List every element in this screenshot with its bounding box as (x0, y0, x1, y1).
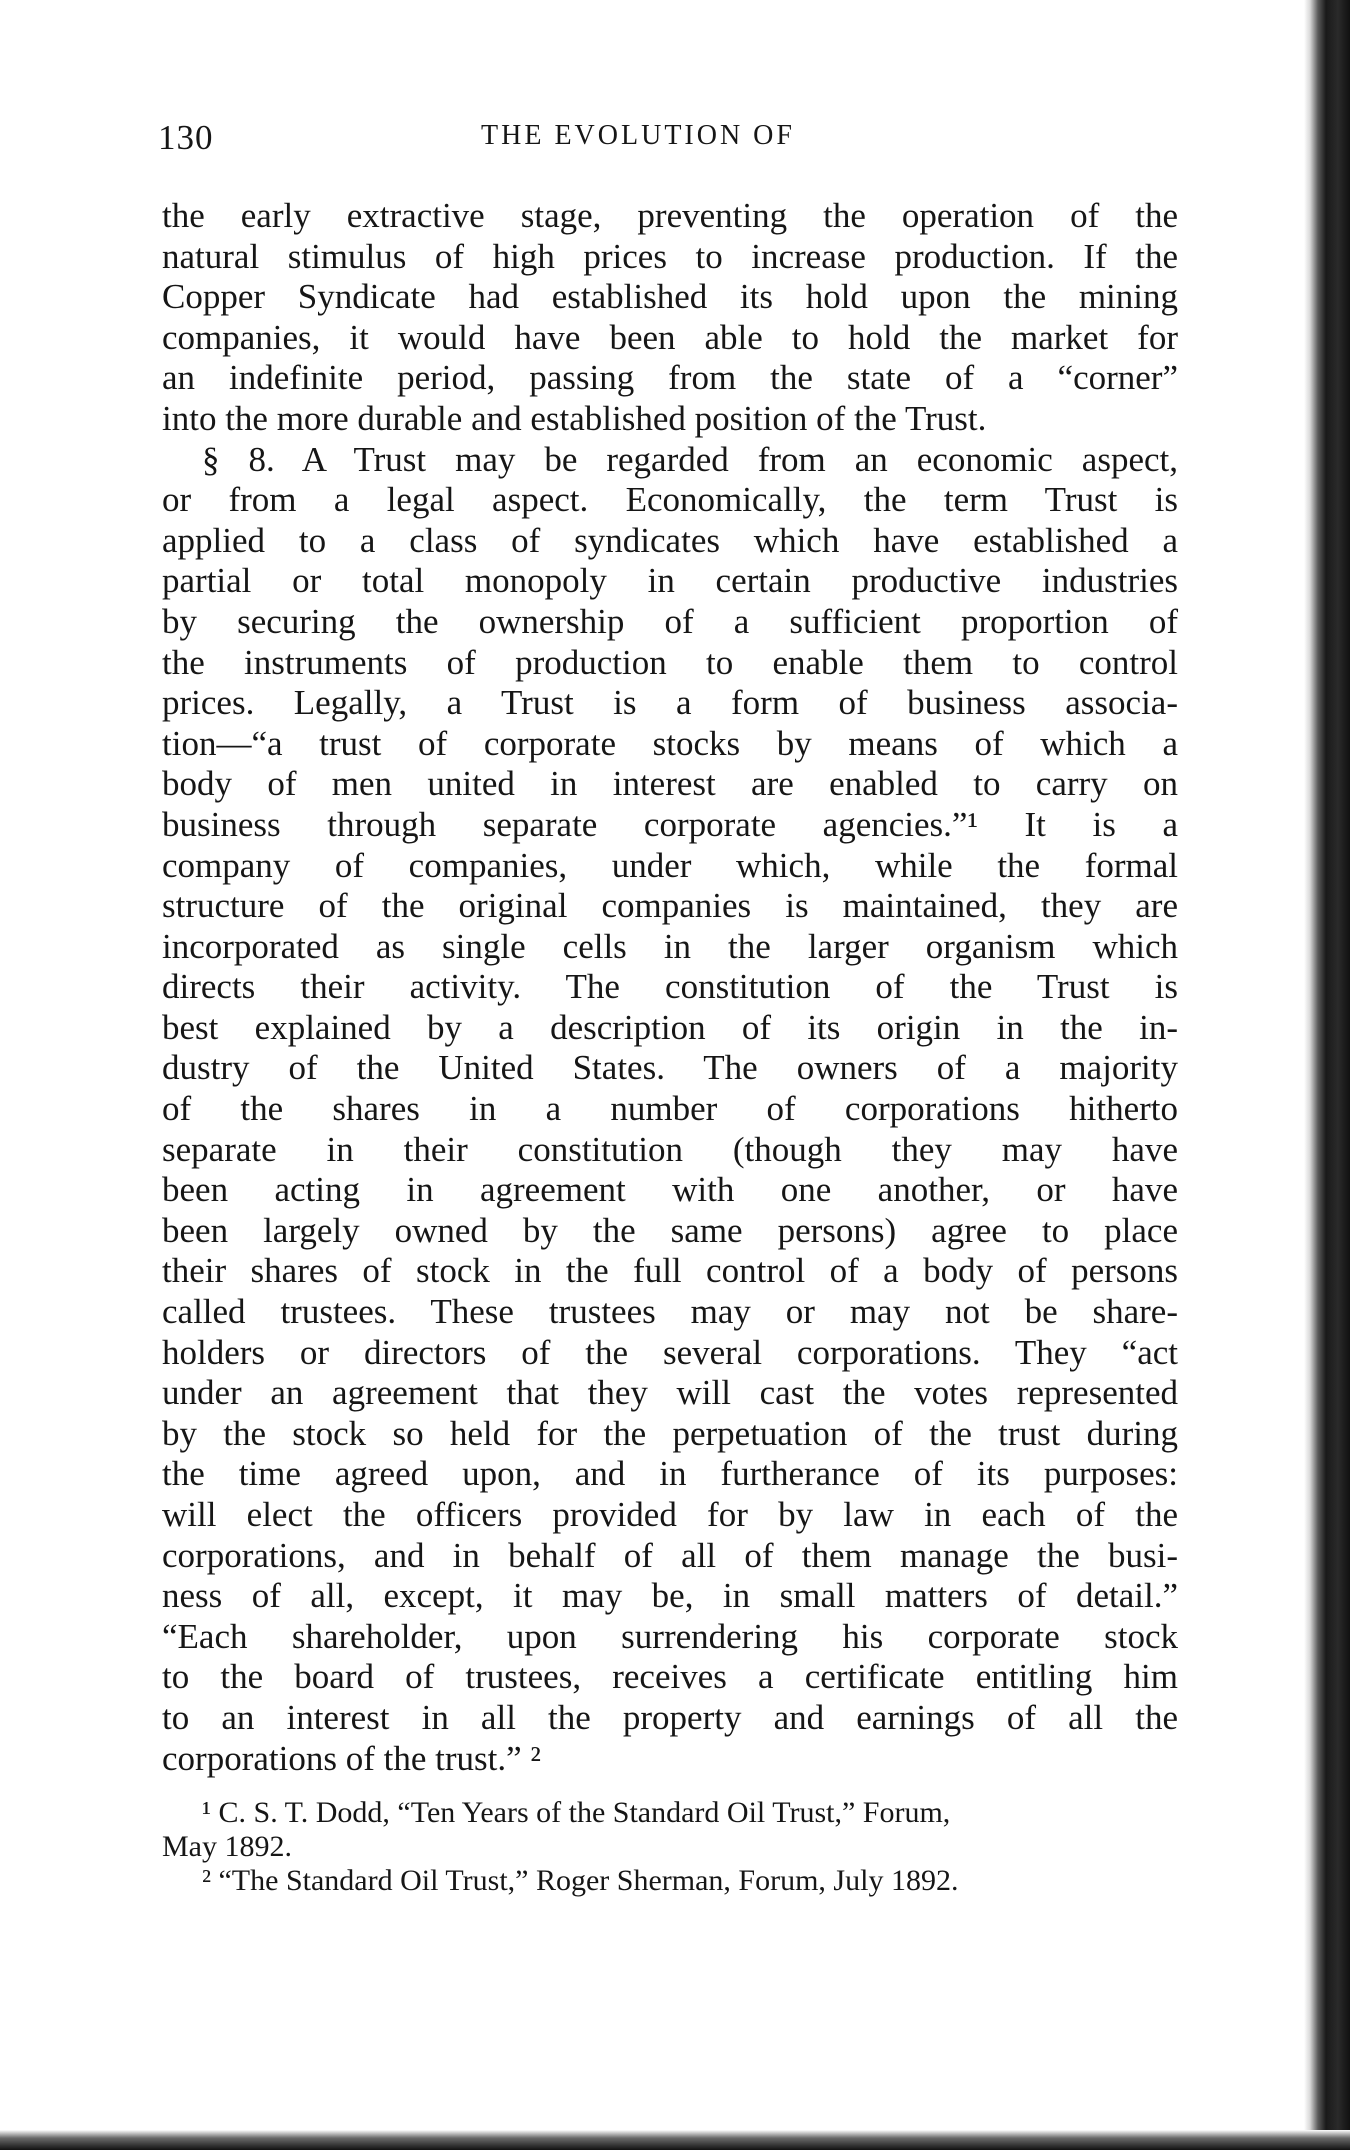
page-binding-edge (1304, 0, 1350, 2150)
text-line: partial or total monopoly in certain productive industries (162, 561, 1178, 601)
text-line: “Each shareholder, upon surrendering his corporate stock (162, 1616, 1178, 1656)
text-line: by the stock so held for the perpetuation of the trust during (162, 1413, 1178, 1453)
text-line: incorporated as single cells in the larger organism which (162, 926, 1178, 966)
text-line: dustry of the United States. The owners of a majority (162, 1048, 1178, 1088)
text-line: holders or directors of the several corporations. They “act (162, 1332, 1178, 1372)
text-line: prices. Legally, a Trust is a form of business associa- (162, 683, 1178, 723)
text-line: under an agreement that they will cast the votes represented (162, 1373, 1178, 1413)
text-line: the time agreed upon, and in furtherance of its purposes: (162, 1454, 1178, 1494)
text-line: body of men united in interest are enabled to carry on (162, 764, 1178, 804)
text-line: of the shares in a number of corporations hitherto (162, 1089, 1178, 1129)
text-line: by securing the ownership of a sufficient proportion of (162, 601, 1178, 641)
text-line: into the more durable and established position of the Trust. (162, 398, 987, 438)
text-line: corporations of the trust.” ² (162, 1738, 541, 1778)
text-line: to an interest in all the property and earnings of all the (162, 1697, 1178, 1737)
text-line: called trustees. These trustees may or may not be share- (162, 1292, 1178, 1332)
body-text (162, 196, 1178, 1779)
text-line: business through separate corporate agencies.”¹ It is a (162, 804, 1178, 844)
section-heading-line: § 8. A Trust may be regarded from an economic aspect, (202, 439, 1178, 479)
footnotes (162, 1796, 1178, 1898)
text-line: their shares of stock in the full control of a body of persons (162, 1251, 1178, 1291)
text-line: structure of the original companies is maintained, they are (162, 886, 1178, 926)
text-line: or from a legal aspect. Economically, the term Trust is (162, 480, 1178, 520)
page-number: 130 (158, 118, 214, 157)
text-line: been largely owned by the same persons) agree to place (162, 1210, 1178, 1250)
text-line: the early extractive stage, preventing the operation of the (162, 196, 1178, 235)
text-line: directs their activity. The constitution of the Trust is (162, 967, 1178, 1007)
text-line: tion—“a trust of corporate stocks by means of which a (162, 723, 1178, 763)
footnote-1: ¹ C. S. T. Dodd, “Ten Years of the Standard Oil Trust,” Forum, (202, 1796, 951, 1829)
text-line: will elect the officers provided for by law in each of the (162, 1495, 1178, 1534)
text-line: to the board of trustees, receives a certificate entitling him (162, 1657, 1178, 1697)
footnote-2: ² “The Standard Oil Trust,” Roger Sherman, Forum, July 1892. (202, 1864, 959, 1897)
text-line: ness of all, except, it may be, in small matters of detail.” (162, 1576, 1178, 1616)
text-line: company of companies, under which, while the formal (162, 845, 1178, 885)
page-bottom-edge (0, 2130, 1350, 2150)
text-line: Copper Syndicate had established its hold upon the mining (162, 277, 1178, 317)
text-line: applied to a class of syndicates which have established a (162, 520, 1178, 560)
text-line: separate in their constitution (though they may have (162, 1129, 1178, 1169)
text-line: the instruments of production to enable them to control (162, 642, 1178, 682)
running-head (158, 118, 1178, 166)
text-line: an indefinite period, passing from the state of a “corner” (162, 358, 1178, 398)
text-line: best explained by a description of its origin in the in- (162, 1007, 1178, 1047)
text-line: been acting in agreement with one another, or have (162, 1170, 1178, 1210)
running-title: THE EVOLUTION OF (481, 120, 795, 151)
text-line: corporations, and in behalf of all of them manage the busi- (162, 1535, 1178, 1575)
footnote-1-continued: May 1892. (162, 1830, 292, 1863)
text-line: companies, it would have been able to hold the market for (162, 317, 1178, 357)
text-line: natural stimulus of high prices to increase production. If the (162, 236, 1178, 276)
